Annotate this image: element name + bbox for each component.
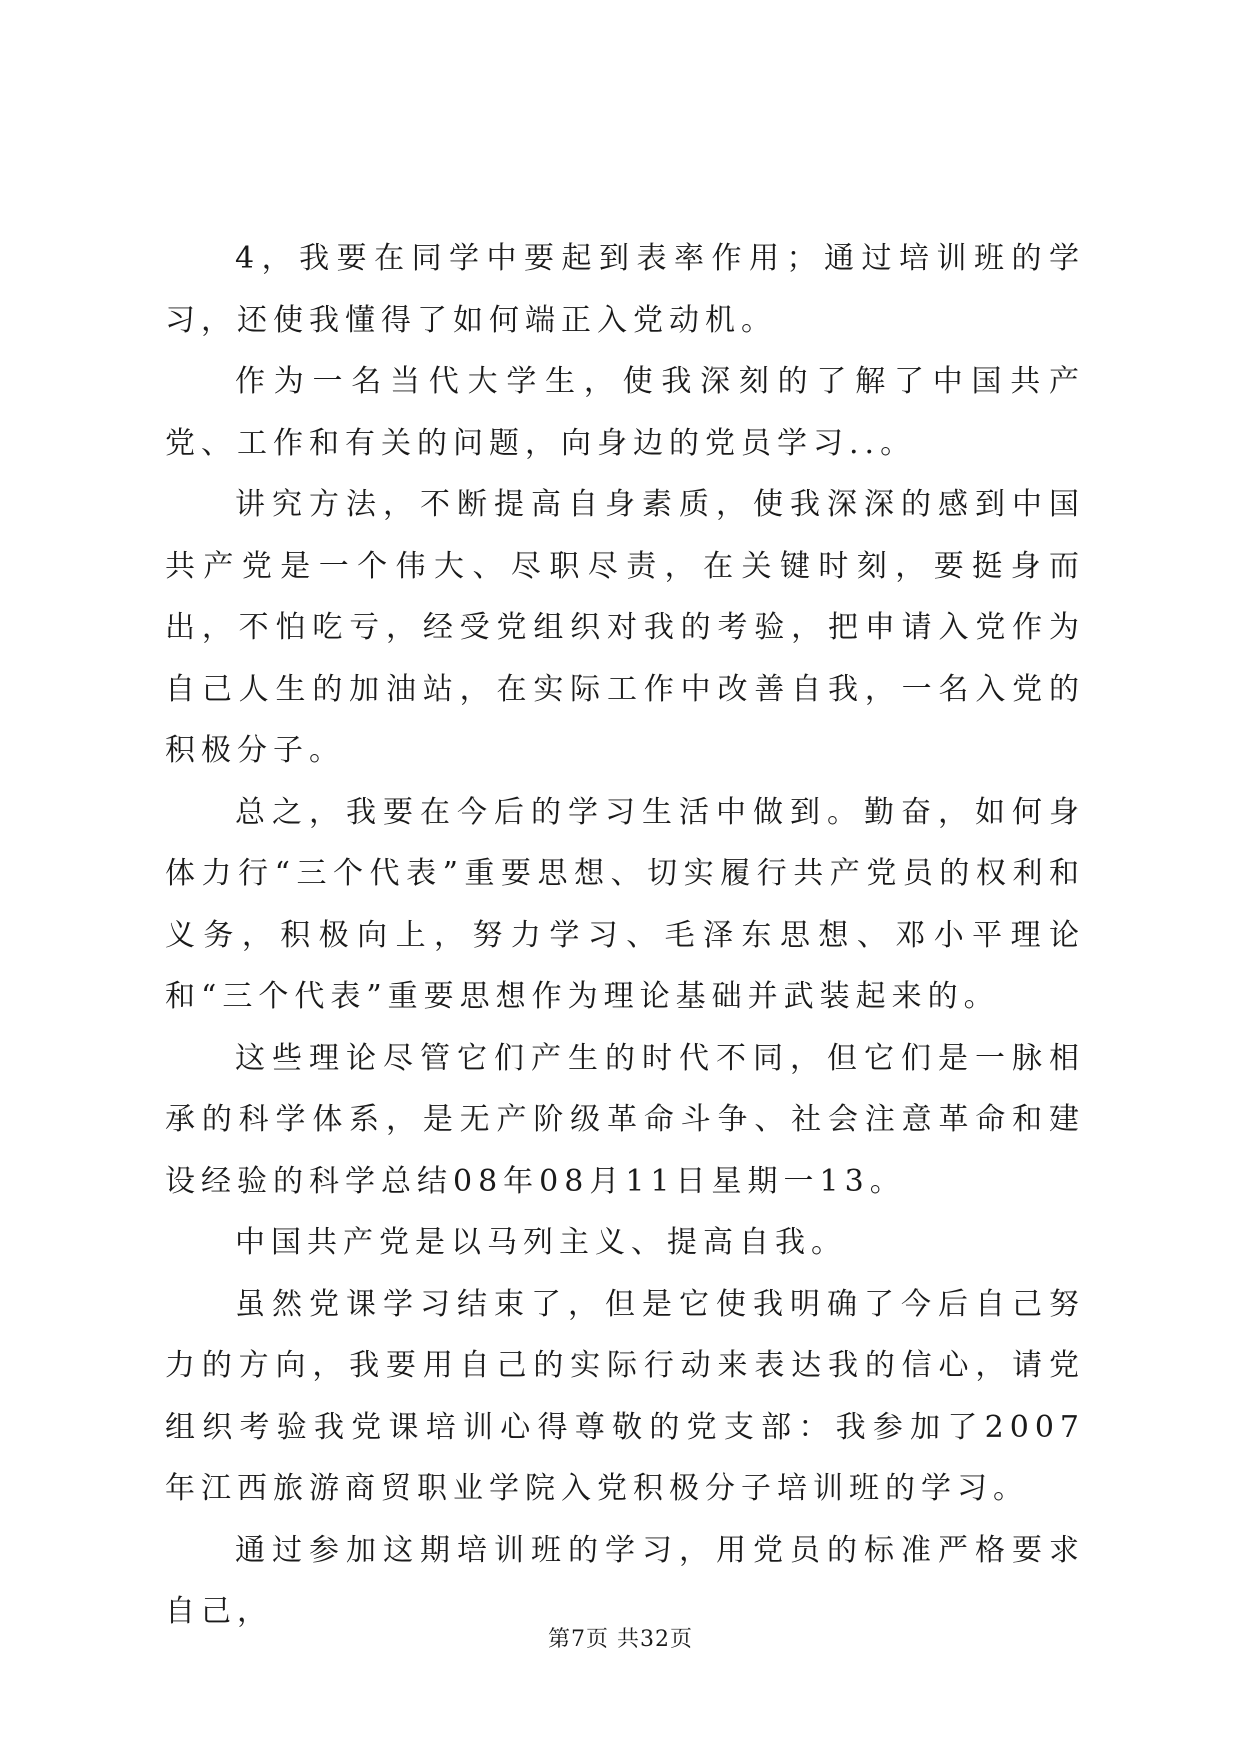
paragraph-6: 中国共产党是以马列主义、提高自我。 (235, 1225, 847, 1260)
paragraph-4: 总之，我要在今后的学习生活中做到。勤奋，如何身体力行“三个代表”重要思想、切实履行共产党员的权利和义务，积极向上，努力学习、毛泽东思想、邓小平理论和“三个代表”重要思想作为理论基础并武装起来的。 (165, 794, 1085, 1014)
paragraph-8: 通过参加这期培训班的学习，用党员的标准严格要求自己， (165, 1532, 1085, 1629)
paragraph-3: 讲究方法，不断提高自身素质，使我深深的感到中国共产党是一个伟大、尽职尽责，在关键时刻，要挺身而出，不怕吃亏，经受党组织对我的考验，把申请入党作为自己人生的加油站，在实际工作中改善自我，一名入党的积极分子。 (165, 487, 1085, 768)
paragraph-7: 虽然党课学习结束了，但是它使我明确了今后自己努力的方向，我要用自己的实际行动来表达我的信心，请党组织考验我党课培训心得尊敬的党支部：我参加了2007年江西旅游商贸职业学院入党积极分子培训班的学习。 (165, 1286, 1085, 1506)
page-number-footer: 第7页 共32页 (548, 1627, 693, 1652)
paragraph-1: 4，我要在同学中要起到表率作用；通过培训班的学习，还使我懂得了如何端正入党动机。 (165, 241, 1085, 338)
document-body (165, 228, 1085, 1643)
paragraph-5: 这些理论尽管它们产生的时代不同，但它们是一脉相承的科学体系，是无产阶级革命斗争、社会注意革命和建设经验的科学总结08年08月11日星期一13。 (165, 1040, 1085, 1199)
paragraph-2: 作为一名当代大学生，使我深刻的了解了中国共产党、工作和有关的问题，向身边的党员学习..。 (165, 364, 1085, 461)
